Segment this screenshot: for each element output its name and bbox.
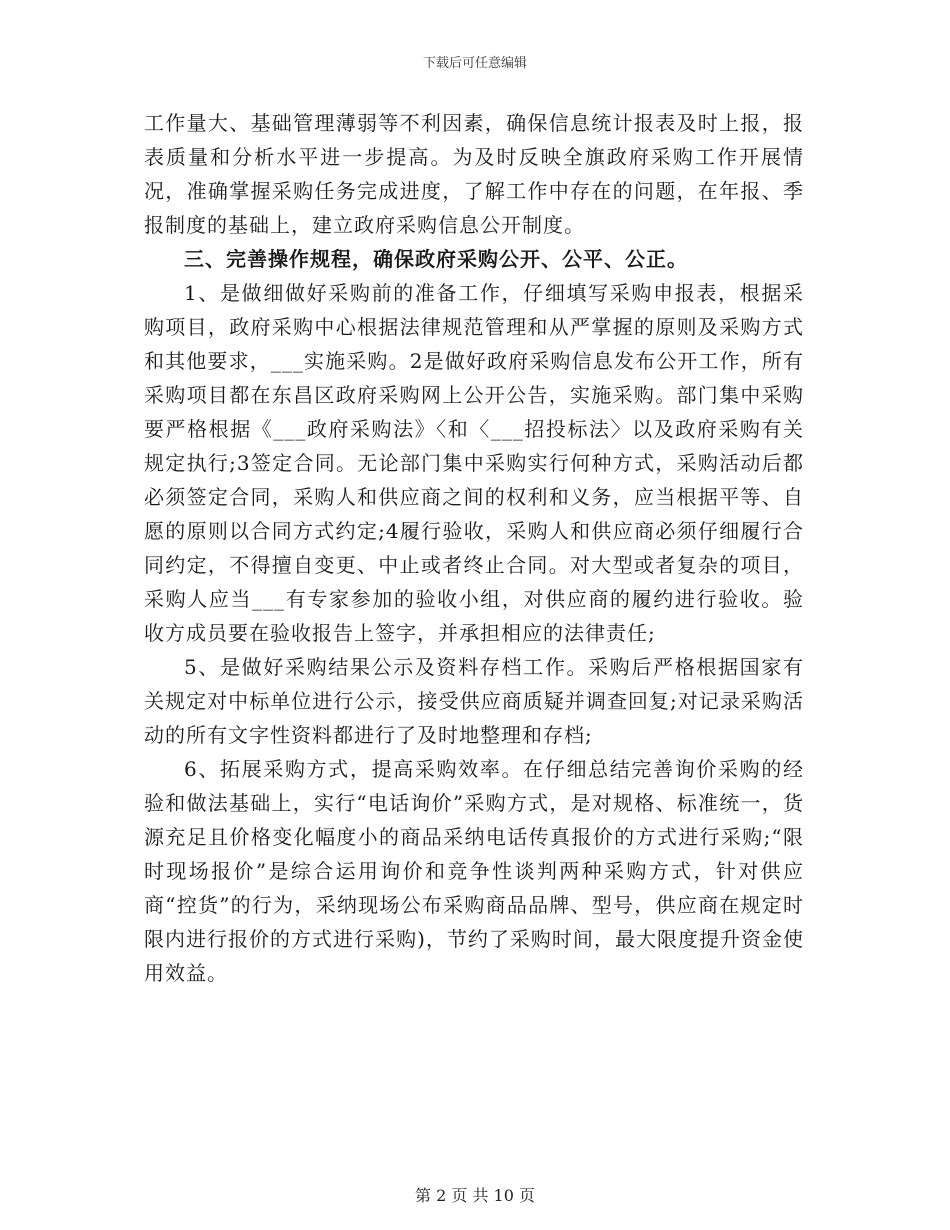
page-number: 第 2 页 共 10 页 (415, 1186, 535, 1205)
paragraph-item-6: 6、拓展采购方式，提高采购效率。在仔细总结完善询价采购的经验和做法基础上，实行“电话询价”采购方式，是对规格、标准统一，货源充足且价格变化幅度小的商品采纳电话传真报价的方式进行采购;“限时现场报价”是综合运用询价和竞争性谈判两种采购方式，针对供应商“控货”的行为，采纳现场公布采购商品品牌、型号，供应商在规定时限内进行报价的方式进行采购)，节约了采购时间，最大限度提升资金使用效益。 (144, 757, 804, 985)
document-body (144, 106, 804, 990)
section-heading: 三、完善操作规程，确保政府采购公开、公平、公正。 (184, 247, 688, 271)
paragraph-item-5: 5、是做好采购结果公示及资料存档工作。采购后严格根据国家有关规定对中标单位进行公示，接受供应商质疑并调查回复;对记录采购活动的所有文字性资料都进行了及时地整理和存档; (144, 655, 804, 747)
paragraph-item-1: 1、是做细做好采购前的准备工作，仔细填写采购申报表，根据采购项目，政府采购中心根据法律规范管理和从严掌握的原则及采购方式和其他要求，___实施采购。2是做好政府采购信息发布公开工作，所有采购项目都在东昌区政府采购网上公开公告，实施采购。部门集中采购要严格根据《___政府采购法》〈和〈___招投标法〉以及政府采购有关规定执行;3签定合同。无论部门集中采购实行何种方式，采购活动后都必须签定合同，采购人和供应商之间的权利和义务，应当根据平等、自愿的原则以合同方式约定;4履行验收，采购人和供应商必须仔细履行合同约定，不得擅自变更、中止或者终止合同。对大型或者复杂的项目，采购人应当___有专家参加的验收小组，对供应商的履约进行验收。验收方成员要在验收报告上签字，并承担相应的法律责任; (144, 281, 804, 645)
paragraph-continuation: 工作量大、基础管理薄弱等不利因素，确保信息统计报表及时上报，报表质量和分析水平进一步提高。为及时反映全旗政府采购工作开展情况，准确掌握采购任务完成进度，了解工作中存在的问题，在年报、季报制度的基础上，建立政府采购信息公开制度。 (144, 111, 804, 237)
page-header: 下载后可任意编辑 (422, 56, 527, 71)
